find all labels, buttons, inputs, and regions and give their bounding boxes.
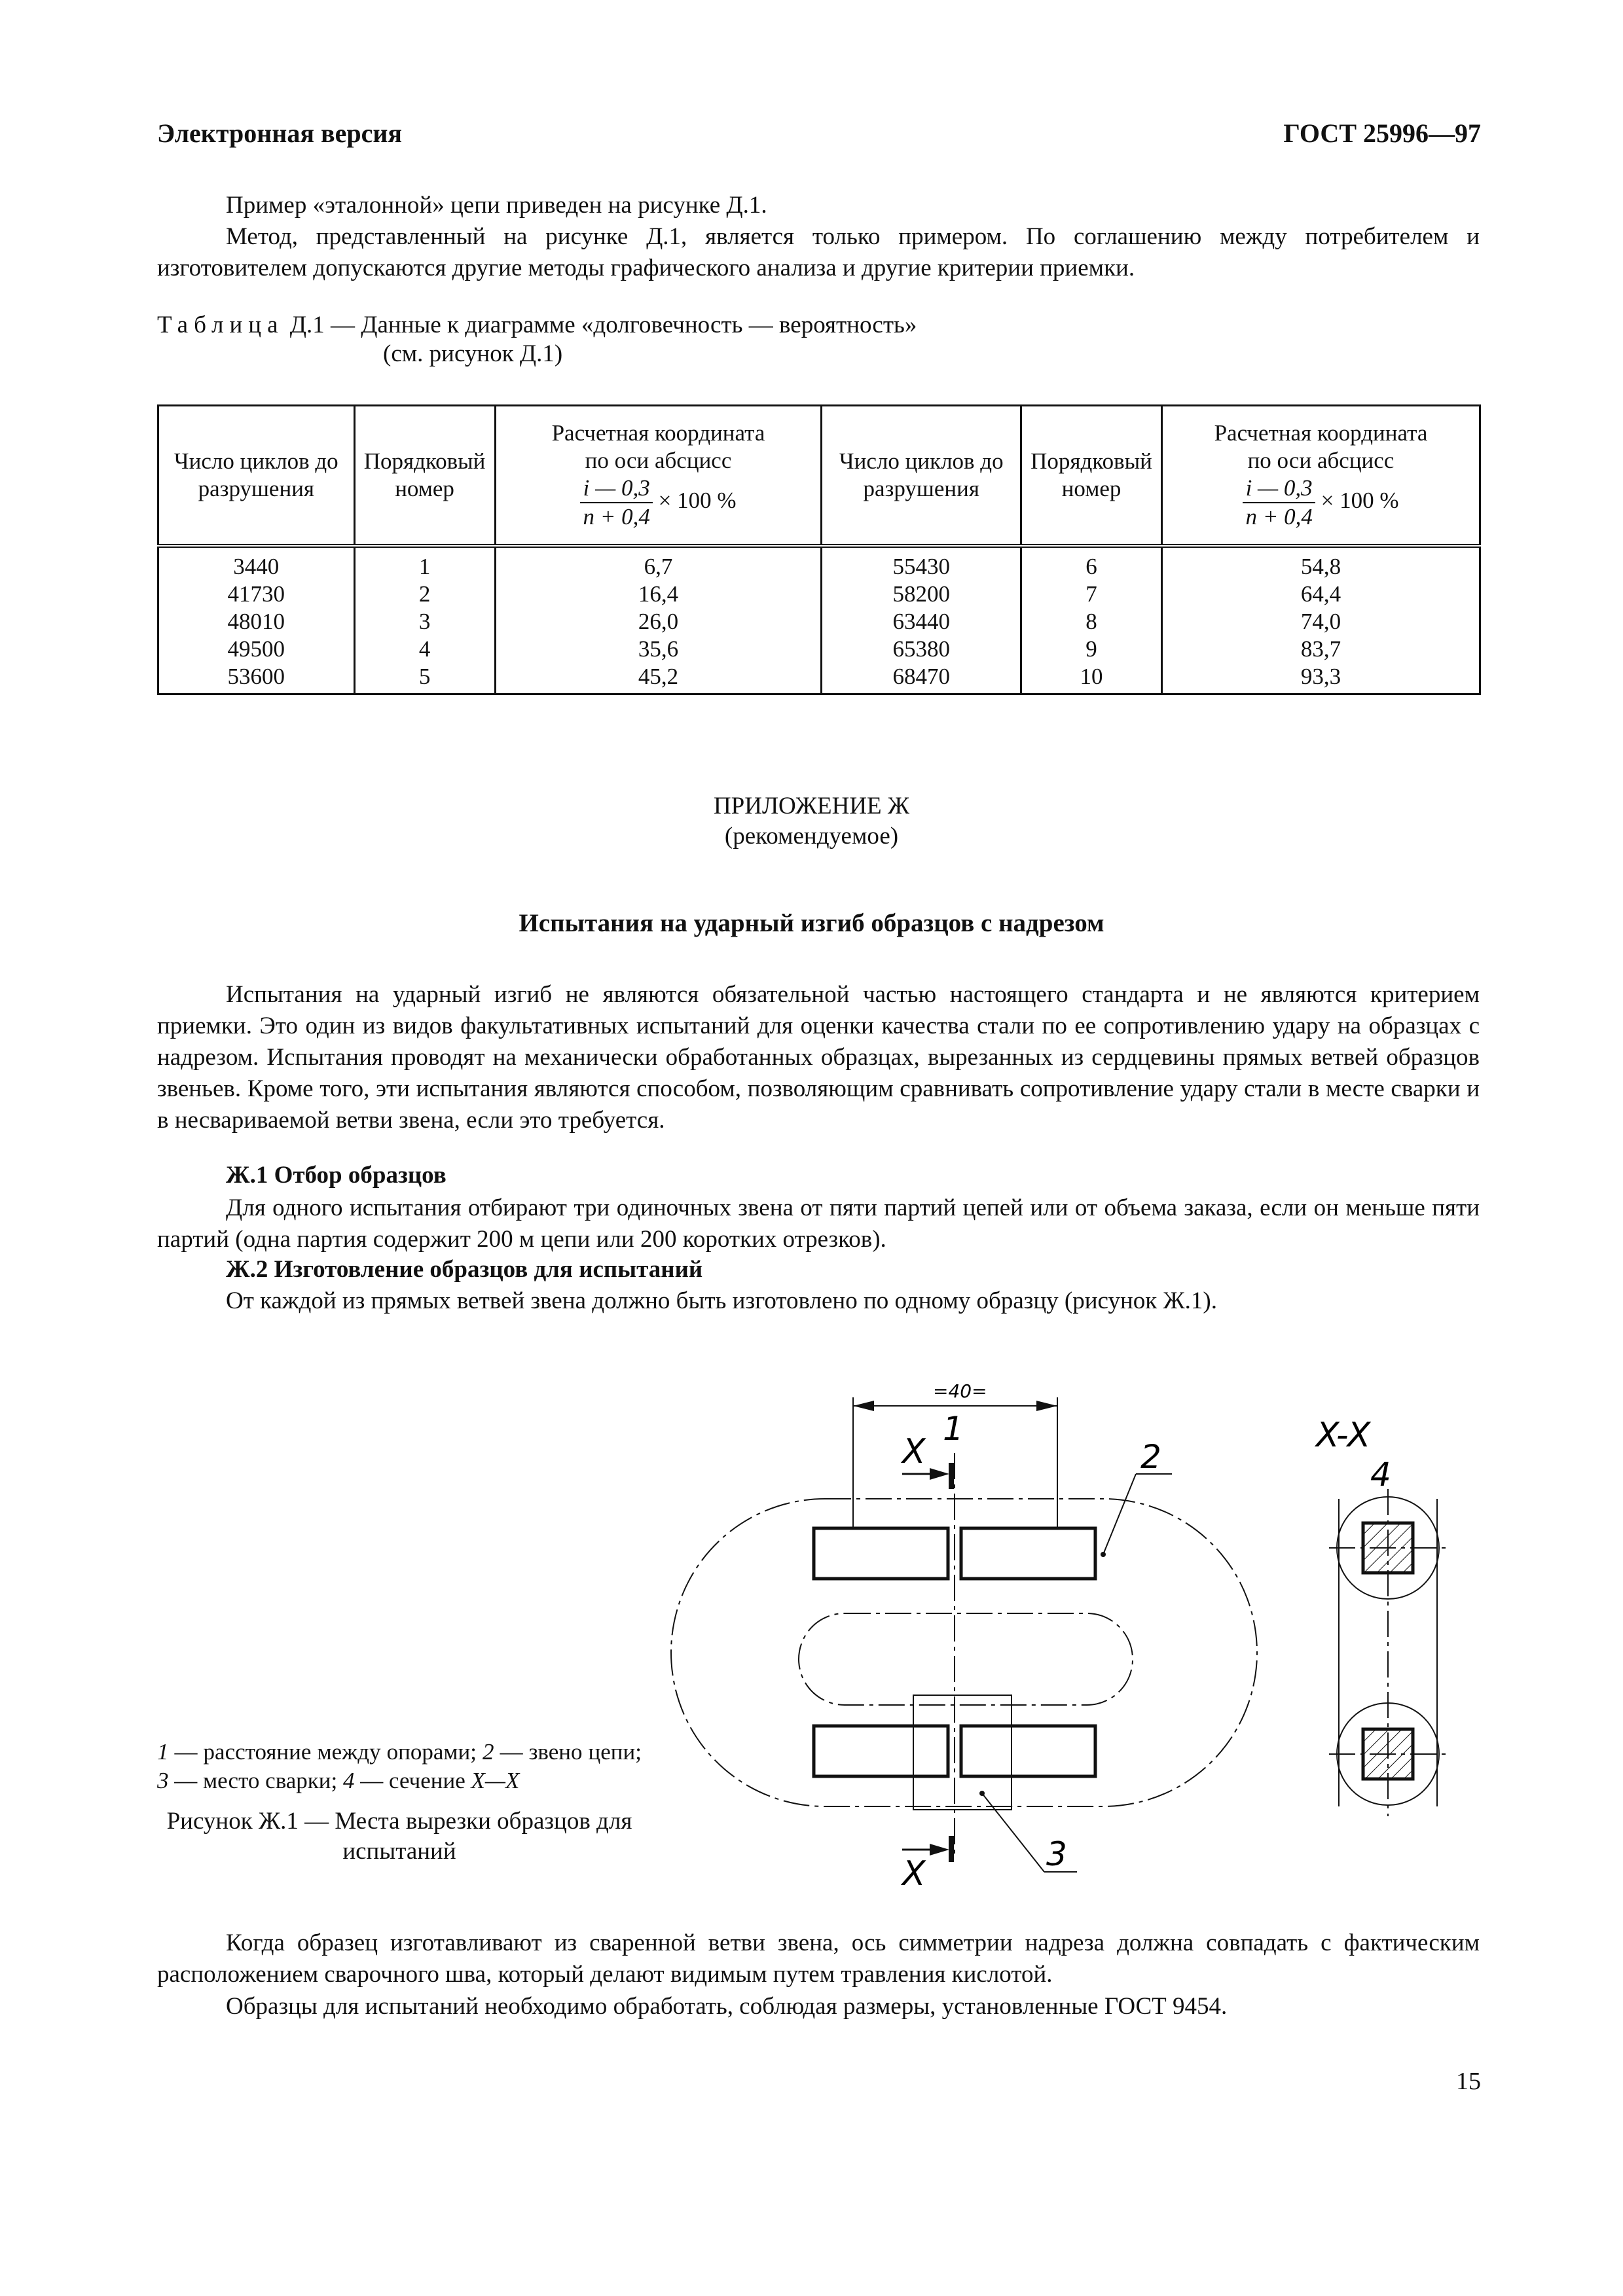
figure-drawing [655,1348,1506,1892]
table-caption-line2: (см. рисунок Д.1) [383,340,563,367]
table-caption [157,310,917,340]
table-cell: 93,3 [1161,663,1480,694]
th-coord-left [495,406,822,547]
specimen-top-right [961,1528,1095,1579]
table-row [158,581,1480,608]
table-cell: 45,2 [495,663,822,694]
table-caption-prefix: Таблица [157,312,284,338]
table-cell: 2 [354,581,495,608]
label-1: 1 [943,1410,964,1448]
formula-fraction [580,475,652,531]
intro-paragraph-2 [157,221,1480,284]
th-coord-left-line2: по оси абсцисс [585,448,732,473]
table-row [158,546,1480,581]
closing-text-2: Образцы для испытаний необходимо обработать, соблюдая размеры, установленные ГОСТ 9454. [226,1993,1228,2020]
specimen-top-left [814,1528,948,1579]
data-table [157,404,1481,695]
table-cell: 63440 [822,608,1021,636]
th-coord-right-line1: Расчетная координата [1214,420,1428,446]
table-cell: 49500 [158,636,355,663]
closing-paragraph-2 [157,1991,1480,2022]
table-cell: 7 [1021,581,1162,608]
formula-denominator: n + 0,4 [1245,504,1313,529]
section-title-2: Ж.2 Изготовление образцов для испытаний [226,1256,703,1283]
legend-text-2: — звено цепи; [494,1739,642,1765]
appendix-subtitle: (рекомендуемое) [724,823,899,850]
intro-text-2: Метод, представленный на рисунке Д.1, является только примером. По соглашению между потребителем и изготовителем допускаются другие методы графического анализа и другие критерии приемки. [157,223,1480,281]
figure-legend [157,1738,642,1795]
th-cycles-left: Число циклов до разрушения [158,406,355,547]
formula-right [1163,475,1479,531]
table-cell: 53600 [158,663,355,694]
appendix-text-1: Испытания на ударный изгиб не являются обязательной частью настоящего стандарта и не являются критерием приемки. Это один из видов факультативных испытаний для оценки качества стали по ее сопротивлению удару на образцах с надрезом. Испытания проводят на механически обработанных образцах, вырезанных из сердцевины прямых ветвей образцов звеньев. Кроме того, эти испытания являются способом, позволяющим сравнивать сопротивление удару стали в месте сварки и в несвариваемой ветви звена, если это требуется. [157,981,1480,1134]
table-cell: 5 [354,663,495,694]
table-cell: 9 [1021,636,1162,663]
formula-fraction [1243,475,1315,531]
dimension-label: =40= [933,1380,987,1402]
formula-multiplier: × 100 % [658,488,737,514]
table-cell: 55430 [822,546,1021,581]
section-square-bottom [1363,1729,1413,1779]
section-square-top [1363,1523,1413,1573]
table-cell: 65380 [822,636,1021,663]
th-number-right: Порядковый номер [1021,406,1162,547]
table-cell: 35,6 [495,636,822,663]
th-number-left: Порядковый номер [354,406,495,547]
th-coord-right-line2: по оси абсцисс [1247,448,1395,473]
table-row [158,608,1480,636]
legend-key-2: 2 [483,1739,494,1765]
label-x-bottom: X [902,1854,926,1892]
figure-caption: Рисунок Ж.1 — Места вырезки образцов для испытаний [166,1808,632,1865]
formula-numerator: i — 0,3 [1243,475,1315,503]
th-cycles-right: Число циклов до разрушения [822,406,1021,547]
table-cell: 58200 [822,581,1021,608]
table-cell: 41730 [158,581,355,608]
legend-text-1: — расстояние между опорами; [168,1739,483,1765]
table-cell: 48010 [158,608,355,636]
legend-key-3: 3 [157,1768,169,1793]
closing-text-1: Когда образец изготавливают из сваренной ветви звена, ось симметрии надреза должна совпадать с фактическим расположением сварочного шва, который делают видимым путем травления кислотой. [157,1929,1480,1988]
section-text-1 [157,1193,1480,1255]
formula-left [496,475,821,531]
appendix-heading: Испытания на ударный изгиб образцов с надрезом [519,909,1104,937]
intro-paragraph-1 [157,190,1480,221]
label-4: 4 [1370,1456,1391,1494]
table-cell: 74,0 [1161,608,1480,636]
table-row [158,636,1480,663]
table-cell: 64,4 [1161,581,1480,608]
legend-text-4: — сечение [354,1768,471,1793]
formula-denominator: n + 0,4 [583,504,650,529]
label-x-top: X [902,1432,926,1471]
closing-paragraph-1 [157,1928,1480,1990]
header-right: ГОСТ 25996—97 [1283,118,1481,148]
table-cell: 83,7 [1161,636,1480,663]
label-2: 2 [1140,1438,1161,1476]
page-number: 15 [1456,2068,1481,2095]
table-cell: 3440 [158,546,355,581]
table-cell: 26,0 [495,608,822,636]
table-cell: 6 [1021,546,1162,581]
th-coord-left-line1: Расчетная координата [551,420,765,446]
section-text-1-content: Для одного испытания отбирают три одиночных звена от пяти партий цепей или от объема заказа, если он меньше пяти партий (одна партия содержит 200 м цепи или 200 коротких отрезков). [157,1194,1480,1253]
header-left: Электронная версия [157,118,403,148]
section-text-2 [157,1285,1480,1317]
specimen-bottom-left [814,1726,948,1776]
formula-multiplier: × 100 % [1321,488,1399,514]
table-header-row [158,406,1480,547]
table-row [158,663,1480,694]
legend-text-3: — место сварки; [168,1768,344,1793]
th-coord-right [1161,406,1480,547]
table-cell: 8 [1021,608,1162,636]
appendix-paragraph-1 [157,979,1480,1136]
section-text-2-content: От каждой из прямых ветвей звена должно быть изготовлено по одному образцу (рисунок Ж.1). [226,1287,1217,1314]
table-cell: 54,8 [1161,546,1480,581]
table-caption-line1: Д.1 — Данные к диаграмме «долговечность — вероятность» [283,312,917,338]
specimen-bottom-right [961,1726,1095,1776]
legend-section-xx: X—X [471,1768,520,1793]
legend-key-1: 1 [157,1739,169,1765]
section-title-1: Ж.1 Отбор образцов [226,1162,447,1189]
link-outer-contour [671,1499,1257,1806]
section-view-label: X-X [1316,1416,1371,1455]
table-cell: 3 [354,608,495,636]
appendix-title: ПРИЛОЖЕНИЕ Ж [713,793,910,819]
table-cell: 6,7 [495,546,822,581]
label-3: 3 [1046,1835,1067,1873]
table-cell: 16,4 [495,581,822,608]
legend-key-4: 4 [343,1768,355,1793]
formula-numerator: i — 0,3 [580,475,652,503]
table-cell: 10 [1021,663,1162,694]
link-inner-contour [799,1613,1133,1705]
table-cell: 1 [354,546,495,581]
table-cell: 4 [354,636,495,663]
table-cell: 68470 [822,663,1021,694]
intro-text-1: Пример «эталонной» цепи приведен на рисунке Д.1. [226,192,767,219]
